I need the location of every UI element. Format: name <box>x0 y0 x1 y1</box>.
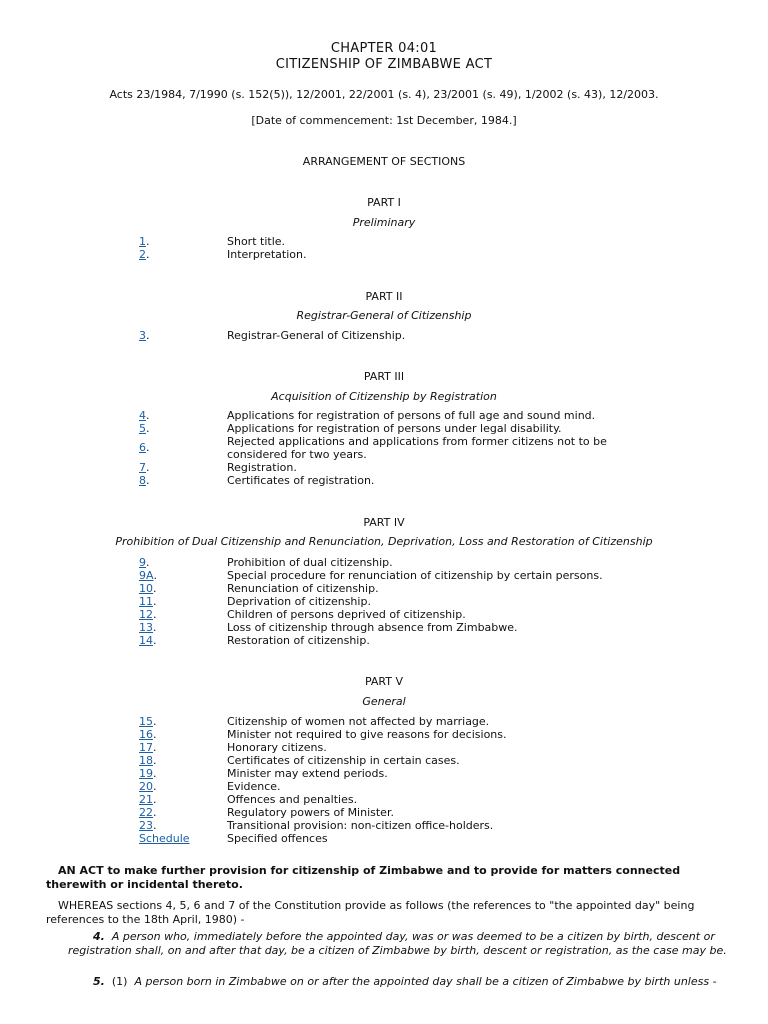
section-title: Offences and penalties. <box>227 793 358 806</box>
schedule-link[interactable]: Schedule <box>139 832 190 845</box>
section-title: Regulatory powers of Minister. <box>227 806 394 819</box>
section-link[interactable]: 17. <box>139 741 157 754</box>
section-text: A person who, immediately before the appointed day, was or was deemed to be a citizen by birth, descent or registration shall, on and after that day, be a citizen of Zimbabwe by birth, descent or registration, as the case may be. <box>68 930 727 957</box>
section-title: Short title. <box>227 235 286 248</box>
section-number: 4. <box>93 930 105 943</box>
section-title: Certificates of registration. <box>227 474 375 487</box>
part-heading: PART V <box>364 675 404 688</box>
section-title: Honorary citizens. <box>227 741 327 754</box>
section-title: Evidence. <box>227 780 281 793</box>
section-title: Interpretation. <box>227 248 307 261</box>
amending-acts: Acts 23/1984, 7/1990 (s. 152(5)), 12/2001, 22/2001 (s. 4), 23/2001 (s. 49), 1/2002 (s. 43), 12/2003. <box>109 88 659 101</box>
chapter-heading: CHAPTER 04:01 <box>330 41 438 56</box>
section-link[interactable]: 3. <box>139 329 150 342</box>
part-heading: PART I <box>367 196 401 209</box>
section-title: Transitional provision: non-citizen office-holders. <box>227 819 494 832</box>
subsection-number: (1) <box>111 975 128 988</box>
section-title: Special procedure for renunciation of citizenship by certain persons. <box>227 569 603 582</box>
section-link[interactable]: 16. <box>139 728 157 741</box>
section-link[interactable]: 8. <box>139 474 150 487</box>
section-link[interactable]: 20. <box>139 780 157 793</box>
section-link[interactable]: 14. <box>139 634 157 647</box>
section-link[interactable]: 2. <box>139 248 150 261</box>
section-title: Citizenship of women not affected by marriage. <box>227 715 490 728</box>
section-link[interactable]: 19. <box>139 767 157 780</box>
section-link[interactable]: 22. <box>139 806 157 819</box>
section-title: Renunciation of citizenship. <box>227 582 379 595</box>
section-title: Registration. <box>227 461 297 474</box>
part-subtitle: Prohibition of Dual Citizenship and Renunciation, Deprivation, Loss and Restoration of Citizenship <box>115 535 653 548</box>
section-link[interactable]: 6. <box>139 441 150 454</box>
section-title: Prohibition of dual citizenship. <box>227 556 393 569</box>
section-link[interactable]: 18. <box>139 754 157 767</box>
section-link[interactable]: 1. <box>139 235 150 248</box>
section-title: Certificates of citizenship in certain cases. <box>227 754 460 767</box>
act-title: CITIZENSHIP OF ZIMBABWE ACT <box>275 57 493 72</box>
section-link[interactable]: 10. <box>139 582 157 595</box>
section-title: Restoration of citizenship. <box>227 634 370 647</box>
part-subtitle: Registrar-General of Citizenship <box>296 309 472 322</box>
section-link[interactable]: 4. <box>139 409 150 422</box>
act-preamble: AN ACT to make further provision for citizenship of Zimbabwe and to provide for matters connected therewith or incidental thereto. <box>46 864 681 891</box>
section-number: 5. <box>93 975 105 988</box>
section-link[interactable]: 9. <box>139 556 150 569</box>
part-heading: PART IV <box>363 516 405 529</box>
section-link[interactable]: 23. <box>139 819 157 832</box>
section-link[interactable]: 13. <box>139 621 157 634</box>
section-title: Applications for registration of persons under legal disability. <box>227 422 562 435</box>
section-link[interactable]: 15. <box>139 715 157 728</box>
section-link[interactable]: 21. <box>139 793 157 806</box>
section-title: Minister not required to give reasons for decisions. <box>227 728 507 741</box>
section-link[interactable]: 7. <box>139 461 150 474</box>
section-title: Rejected applications and applications from former citizens not to be considered for two years. <box>227 435 607 461</box>
section-title: Minister may extend periods. <box>227 767 388 780</box>
section-title: Registrar-General of Citizenship. <box>227 329 406 342</box>
section-link[interactable]: 12. <box>139 608 157 621</box>
constitution-section-4 <box>68 930 728 958</box>
part-heading: PART II <box>365 290 403 303</box>
section-link[interactable]: 5. <box>139 422 150 435</box>
section-text: A person born in Zimbabwe on or after the appointed day shall be a citizen of Zimbabwe by birth unless - <box>134 975 717 988</box>
constitution-section-5 <box>68 975 728 989</box>
whereas-clause: WHEREAS sections 4, 5, 6 and 7 of the Constitution provide as follows (the references to "the appointed day" being references to the 18th April, 1980) - <box>46 899 695 926</box>
arrangement-heading: ARRANGEMENT OF SECTIONS <box>302 155 466 168</box>
section-title: Deprivation of citizenship. <box>227 595 371 608</box>
section-title: Loss of citizenship through absence from Zimbabwe. <box>227 621 518 634</box>
section-link[interactable]: 11. <box>139 595 157 608</box>
part-heading: PART III <box>363 370 405 383</box>
section-title: Children of persons deprived of citizenship. <box>227 608 466 621</box>
part-subtitle: Preliminary <box>352 216 416 229</box>
part-subtitle: General <box>362 695 406 708</box>
commencement-date: [Date of commencement: 1st December, 1984.] <box>251 114 517 127</box>
part-subtitle: Acquisition of Citizenship by Registration <box>271 390 497 403</box>
section-link[interactable]: 9A. <box>139 569 158 582</box>
section-title: Applications for registration of persons of full age and sound mind. <box>227 409 596 422</box>
section-title: Specified offences <box>227 832 328 845</box>
